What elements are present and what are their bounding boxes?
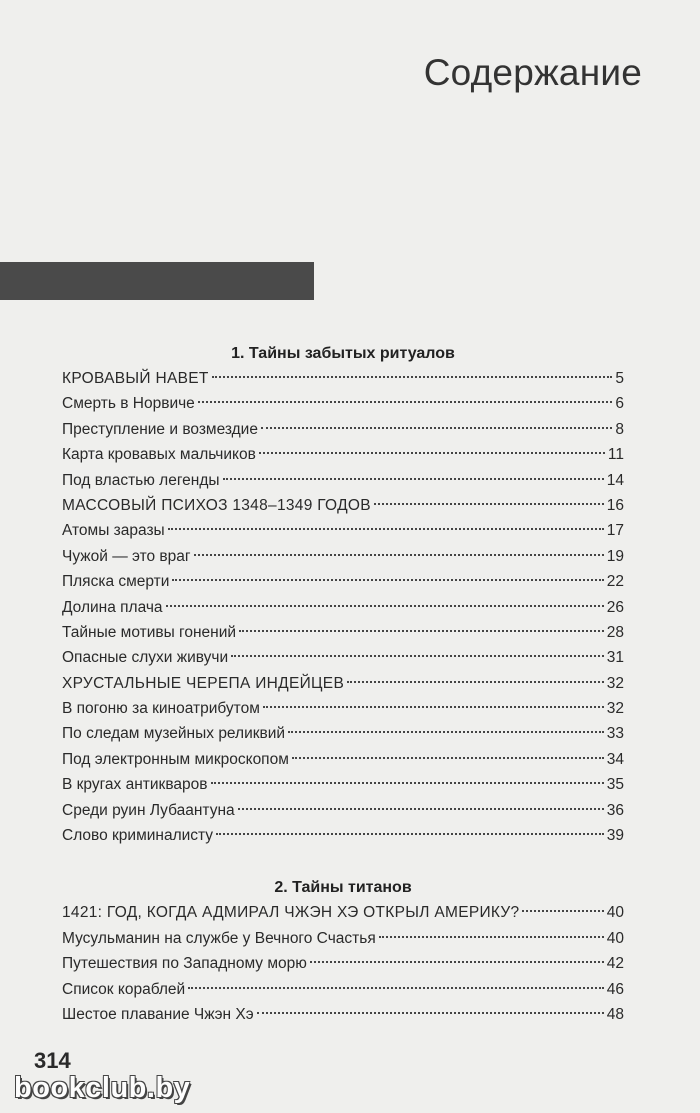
toc-entry	[62, 442, 624, 467]
toc-entry-title: Преступление и возмездие	[62, 420, 258, 438]
toc-entry-title: Мусульманин на службе у Вечного Счастья	[62, 929, 376, 947]
watermark-logo: bookclub.by	[14, 1072, 191, 1104]
dot-leader	[223, 478, 604, 480]
toc-entry-page: 19	[606, 547, 624, 565]
page-title: Содержание	[423, 52, 642, 93]
dot-leader	[238, 808, 604, 810]
dot-leader	[261, 427, 612, 429]
dot-leader	[374, 503, 604, 505]
dot-leader	[188, 987, 604, 989]
decorative-bar	[0, 262, 314, 300]
toc-entry-title: МАССОВЫЙ ПСИХОЗ 1348–1349 ГОДОВ	[62, 496, 371, 514]
dot-leader	[194, 554, 604, 556]
toc-entry-title: Под властью легенды	[62, 471, 220, 489]
toc-entry	[62, 798, 624, 823]
toc-entry-page: 46	[606, 980, 624, 998]
section-gap	[62, 848, 624, 876]
dot-leader	[379, 936, 604, 938]
toc-entry-page: 40	[606, 904, 624, 922]
toc-entry-title: 1421: ГОД, КОГДА АДМИРАЛ ЧЖЭН ХЭ ОТКРЫЛ АМЕРИКУ?	[62, 904, 520, 922]
dot-leader	[522, 910, 603, 912]
toc-entry-page: 26	[606, 598, 624, 616]
toc-entry	[62, 772, 624, 797]
toc-entry-title: В погоню за киноатрибутом	[62, 700, 260, 718]
table-of-contents	[62, 342, 624, 1027]
dot-leader	[239, 630, 604, 632]
toc-entry	[62, 595, 624, 620]
toc-entry-title: Смерть в Норвиче	[62, 395, 195, 413]
toc-entry-page: 5	[615, 370, 624, 387]
toc-entry-page: 31	[606, 649, 624, 667]
toc-chapter-entry	[62, 900, 624, 925]
toc-entry-page: 16	[606, 496, 624, 514]
dot-leader	[168, 528, 604, 530]
toc-entry-title: По следам музейных реликвий	[62, 725, 286, 743]
toc-entry-title: Слово криминалисту	[62, 827, 214, 845]
toc-entry	[62, 721, 624, 746]
toc-entry	[62, 696, 624, 721]
toc-entry	[62, 1002, 624, 1027]
toc-chapter-entry	[62, 671, 624, 696]
toc-entry-title: Карта кровавых мальчиков	[62, 446, 256, 464]
toc-entry	[62, 747, 624, 772]
toc-entry	[62, 951, 624, 976]
toc-entry-title: Путешествия по Западному морю	[62, 955, 307, 973]
toc-entry-page: 42	[606, 955, 624, 973]
section-heading: 2. Тайны титанов	[274, 879, 412, 897]
toc-entry	[62, 569, 624, 594]
dot-leader	[347, 681, 604, 683]
toc-entry-title: Долина плача	[62, 598, 163, 616]
dot-leader	[257, 1012, 604, 1014]
dot-leader	[263, 706, 604, 708]
toc-entry-page: 14	[606, 471, 624, 489]
toc-entry	[62, 518, 624, 543]
toc-entry	[62, 977, 624, 1002]
toc-entry-title: Тайные мотивы гонений	[62, 623, 237, 641]
page-number: 314	[34, 1048, 71, 1073]
toc-entry-title: КРОВАВЫЙ НАВЕТ	[62, 370, 209, 387]
toc-entry-page: 39	[606, 827, 624, 845]
toc-entry-page: 32	[606, 674, 624, 692]
toc-entry-page: 48	[606, 1005, 624, 1023]
toc-entry	[62, 544, 624, 569]
dot-leader	[211, 782, 604, 784]
toc-chapter-entry	[62, 493, 624, 518]
toc-entry-title: Опасные слухи живучи	[62, 649, 229, 667]
toc-entry-title: В кругах антикваров	[62, 776, 208, 794]
toc-entry-page: 34	[606, 750, 624, 768]
dot-leader	[172, 579, 603, 581]
toc-entry	[62, 620, 624, 645]
toc-entry	[62, 468, 624, 493]
toc-entry	[62, 645, 624, 670]
dot-leader	[231, 655, 604, 657]
section-heading: 1. Тайны забытых ритуалов	[231, 345, 455, 362]
toc-entry-title: Среди руин Лубаантуна	[62, 801, 235, 819]
dot-leader	[288, 731, 604, 733]
toc-entry-page: 36	[606, 801, 624, 819]
toc-entry	[62, 926, 624, 951]
dot-leader	[310, 961, 604, 963]
dot-leader	[292, 757, 604, 759]
toc-entry-page: 22	[606, 573, 624, 591]
dot-leader	[198, 401, 613, 403]
toc-entry-page: 32	[606, 700, 624, 718]
dot-leader	[166, 605, 604, 607]
toc-entry-page: 33	[606, 725, 624, 743]
toc-entry	[62, 823, 624, 848]
toc-entry-page: 11	[607, 446, 624, 464]
toc-entry	[62, 391, 624, 416]
toc-entry-title: Под электронным микроскопом	[62, 750, 289, 768]
toc-entry-page: 17	[606, 522, 624, 540]
dot-leader	[216, 833, 604, 835]
toc-entry	[62, 417, 624, 442]
toc-entry-title: Чужой — это враг	[62, 547, 191, 565]
toc-entry-title: Шестое плавание Чжэн Хэ	[62, 1005, 254, 1023]
toc-entry-page: 28	[606, 623, 624, 641]
toc-entry-title: Пляска смерти	[62, 573, 170, 591]
toc-chapter-entry	[62, 366, 624, 391]
toc-entry-page: 35	[606, 776, 624, 794]
toc-entry-page: 8	[615, 420, 624, 438]
dot-leader	[212, 376, 613, 378]
toc-entry-title: Атомы заразы	[62, 522, 165, 540]
toc-entry-title: Список кораблей	[62, 980, 186, 998]
dot-leader	[259, 452, 605, 454]
toc-entry-page: 40	[606, 929, 624, 947]
toc-entry-title: ХРУСТАЛЬНЫЕ ЧЕРЕПА ИНДЕЙЦЕВ	[62, 674, 345, 692]
toc-entry-page: 6	[615, 395, 624, 413]
